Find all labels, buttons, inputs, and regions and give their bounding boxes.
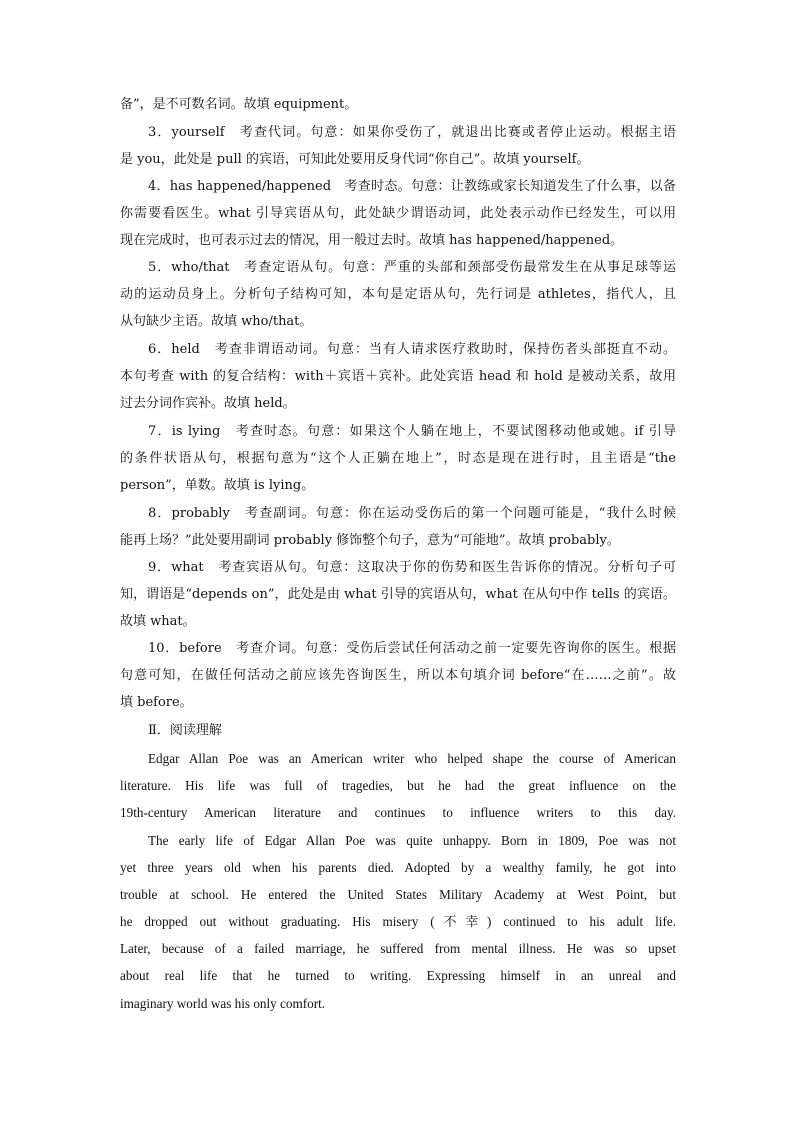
passage-line: about real life that he turned to writing. Expressing himself in an unreal and [120,968,676,983]
passage-line: The early life of Edgar Allan Poe was quite unhappy. Born in 1809, Poe was not [148,833,676,848]
answer-line: 备”，是不可数名词。故填 equipment。 [120,97,358,112]
answer-3-line: 是 you，此处是 pull 的宾语，可知此处要用反身代词“你自己”。故填 yourself。 [120,152,590,167]
passage-line: imaginary world was his only comfort. [120,996,326,1011]
answer-6-line: 6．held 考查非谓语动词。句意：当有人请求医疗救助时，保持伤者头部挺直不动。 [148,342,676,357]
answer-10-line: 10．before 考查介词。句意：受伤后尝试任何活动之前一定要先咨询你的医生。根据 [148,641,676,656]
section-heading: Ⅱ．阅读理解 [148,723,222,738]
answer-4-line: 4．has happened/happened 考查时态。句意：让教练或家长知道发生了什么事，以备 [148,179,676,194]
answer-9-line: 9．what 考查宾语从句。句意：这取决于你的伤势和医生告诉你的情况。分析句子可 [148,560,676,575]
answer-8-line: 8．probably 考查副词。句意：你在运动受伤后的第一个问题可能是，“我什么时候 [148,506,676,521]
answer-5-line: 动的运动员身上。分析句子结构可知，本句是定语从句，先行词是 athletes，指代人，且 [120,287,676,302]
passage-line: yet three years old when his parents died. Adopted by a wealthy family, he got into [120,860,676,875]
answer-6-line: 过去分词作宾补。故填 held。 [120,396,296,411]
passage-line: he dropped out without graduating. His misery (不幸) continued to his adult life. [120,914,676,929]
answer-9-line: 知，谓语是“depends on”，此处是由 what 引导的宾语从句，what 在从句中作 tells 的宾语。 [120,587,676,602]
answer-3-line: 3．yourself 考查代词。句意：如果你受伤了，就退出比赛或者停止运动。根据主语 [148,125,676,140]
answer-7-line: 7．is lying 考查时态。句意：如果这个人躺在地上，不要试图移动他或她。if 引导 [148,424,676,439]
answer-8-line: 能再上场？”此处要用副词 probably 修饰整个句子，意为“可能地”。故填 probably。 [120,533,620,548]
passage-line: Edgar Allan Poe was an American writer who helped shape the course of American [148,751,676,766]
answer-7-line: person”，单数。故填 is lying。 [120,478,315,493]
passage-line: trouble at school. He entered the United States Military Academy at West Point, but [120,887,676,902]
answer-4-line: 现在完成时，也可表示过去的情况，用一般过去时。故填 has happened/happened。 [120,233,624,248]
passage-line: Later, because of a failed marriage, he suffered from mental illness. He was so upset [120,941,676,956]
answer-5-line: 5．who/that 考查定语从句。句意：严重的头部和颈部受伤最常发生在从事足球等运 [148,260,676,275]
answer-10-line: 填 before。 [120,695,193,710]
answer-7-line: 的条件状语从句，根据句意为“这个人正躺在地上”，时态是现在进行时，且主语是“the [120,451,676,466]
answer-10-line: 句意可知，在做任何活动之前应该先咨询医生，所以本句填介词 before“在……之前”。故 [120,668,676,683]
passage-line: 19th-century American literature and continues to influence writers to this day. [120,805,676,820]
answer-6-line: 本句考查 with 的复合结构：with＋宾语＋宾补。此处宾语 head 和 hold 是被动关系，故用 [120,369,676,384]
passage-line: literature. His life was full of tragedies, but he had the great influence on the [120,778,676,793]
answer-4-line: 你需要看医生。what 引导宾语从句，此处缺少谓语动词，此处表示动作已经发生，可以用 [120,206,676,221]
answer-5-line: 从句缺少主语。故填 who/that。 [120,314,313,329]
answer-9-line: 故填 what。 [120,614,196,629]
